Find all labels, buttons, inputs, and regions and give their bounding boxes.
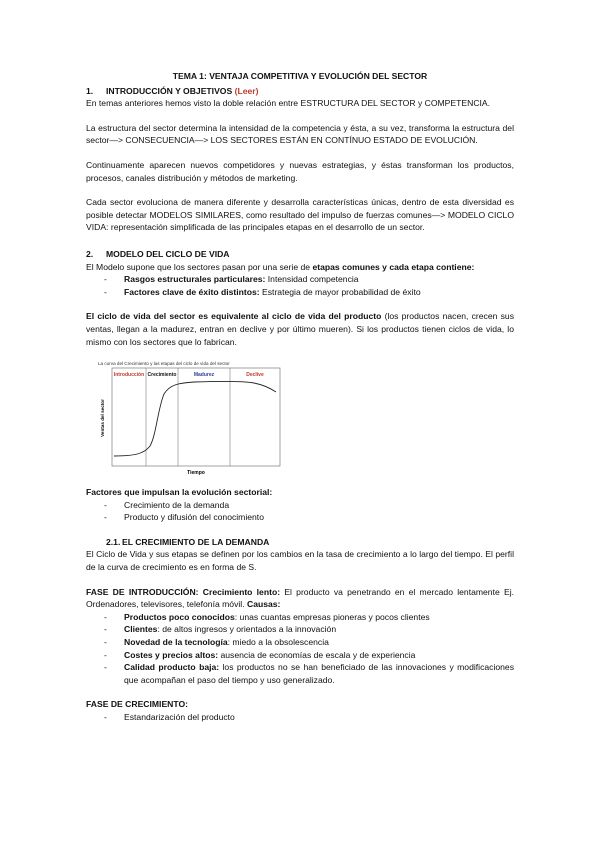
list-item: - Costes y precios altos: ausencia de economías de escala y de experiencia	[104, 649, 416, 660]
text-run: Intensidad competencia	[265, 274, 359, 285]
list-item: - Factores clave de éxito distintos: Estrategia de mayor probabilidad de éxito	[104, 286, 421, 297]
x-axis-label: Tiempo	[187, 470, 205, 477]
text-run: : unas cuantas empresas pioneras y pocos clientes	[234, 611, 430, 622]
text-run: : de altos ingresos y orientados a la innovación	[157, 624, 337, 635]
text-run: Producto y difusión del conocimiento	[124, 512, 264, 523]
y-axis-label: Ventas del sector	[100, 399, 105, 437]
list-item: - Clientes: de altos ingresos y orientados a la innovación	[104, 624, 337, 635]
list-item: - Estandarización del producto	[104, 712, 235, 722]
list-item: - Novedad de la tecnología: miedo a la obsolescencia	[104, 637, 329, 648]
bold-run: Clientes	[124, 624, 158, 635]
bullet-list	[86, 611, 514, 687]
paragraph: En temas anteriores hemos visto la doble relación entre ESTRUCTURA DEL SECTOR y COMPETENCIA.	[86, 98, 491, 109]
bold-run: FASE DE CRECIMIENTO:	[86, 699, 189, 710]
paragraph: Cada sector evoluciona de manera diferente y desarrolla características únicas, dentro de esta diversidad es posible detectar MODELOS SIMILARES, como resultado del impulso de fuerzas comunes—> MODELO CICLO VIDA: representación simplificada de las principales etapas en el desarrollo de un sector.	[86, 197, 514, 233]
text-run: : miedo a la obsolescencia	[227, 637, 329, 648]
text-run: Crecimiento de la demanda	[124, 499, 230, 510]
paragraph: El Ciclo de Vida y sus etapas se definen por los cambios en la tasa de crecimiento a lo largo del tiempo. El perfil de la curva de crecimiento es en forma de S.	[86, 549, 514, 573]
bold-run: Novedad de la tecnología	[124, 637, 228, 648]
paragraph	[86, 486, 514, 499]
text-run: El producto va penetrando en el mercado lentamente Ej. Ordenadores, televisores, telefonía móvil.	[86, 586, 515, 610]
paragraph: La estructura del sector determina la intensidad de la competencia y ésta, a su vez, transforma la estructura del sector—> CONSECUENCIA—> LOS SECTORES ESTÁN EN CONTÍNUO ESTADO DE EVOLUCIÓN.	[86, 122, 514, 146]
paragraph	[86, 586, 514, 611]
bold-run: Causas:	[246, 599, 281, 610]
bold-run: etapas comunes y cada etapa contiene:	[312, 261, 475, 272]
chart-title: La curva del Crecimiento y las etapas del ciclo de vida del sector	[98, 361, 230, 367]
section-number: 2.	[86, 248, 94, 259]
subsection-heading	[86, 536, 514, 549]
text-run: los productos no se han beneficiado de las innovaciones y modificaciones que acompañan el paso del tiempo y uso generalizado.	[124, 662, 514, 685]
bullet-list	[86, 499, 514, 524]
section-title: MODELO DEL CICLO DE VIDA	[106, 248, 230, 259]
paragraph	[86, 310, 514, 348]
bullet-list	[86, 273, 514, 298]
stage-label: Madurez	[193, 372, 215, 379]
section-number: 1.	[86, 85, 94, 96]
subsection-number: 2.1.	[106, 536, 121, 547]
list-item: - Rasgos estructurales particulares: Intensidad competencia	[104, 274, 359, 285]
chart-svg	[94, 358, 284, 476]
text-run: ausencia de economías de escala y de experiencia	[218, 649, 416, 660]
bold-run: Rasgos estructurales particulares:	[124, 274, 266, 285]
bold-run: Costes y precios altos:	[124, 649, 219, 660]
paragraph	[86, 261, 514, 274]
text-run: El Modelo supone que los sectores pasan por una serie de	[86, 261, 313, 272]
list-item: - Calidad producto baja: los productos no se han beneficiado de las innovaciones y modificaciones que acompañan el paso del tiempo y uso generalizado.	[104, 662, 514, 685]
paragraph: Continuamente aparecen nuevos competidores y nuevas estrategias, y éstas transforman los productos, procesos, canales distribución y métodos de marketing.	[86, 159, 514, 183]
life-cycle-chart	[94, 358, 284, 476]
list-item: - Productos poco conocidos: unas cuantas empresas pioneras y pocos clientes	[104, 611, 430, 622]
stage-label: Crecimiento	[147, 372, 177, 379]
bold-run: El ciclo de vida del sector es equivalente al ciclo de vida del producto	[86, 311, 382, 322]
document-page	[86, 70, 514, 724]
section-heading	[86, 248, 514, 261]
read-note: (Leer)	[234, 85, 259, 96]
bold-run: Factores que impulsan la evolución sectorial:	[86, 487, 273, 498]
bold-run: Factores clave de éxito distintos:	[124, 286, 260, 297]
stage-label: Declive	[246, 372, 264, 379]
bold-run: Productos poco conocidos	[124, 611, 235, 622]
section-heading	[86, 85, 514, 98]
bullet-list	[86, 711, 514, 724]
list-item: - Crecimiento de la demanda	[104, 499, 230, 510]
paragraph	[86, 698, 514, 711]
bold-run: Calidad producto baja:	[124, 662, 220, 673]
text-run: Estrategia de mayor probabilidad de éxito	[259, 286, 421, 297]
page-title: TEMA 1: VENTAJA COMPETITIVA Y EVOLUCIÓN DEL SECTOR	[172, 71, 428, 81]
bold-run: FASE DE INTRODUCCIÓN: Crecimiento lento:	[86, 586, 281, 597]
section-title: INTRODUCCIÓN Y OBJETIVOS	[106, 85, 235, 96]
list-item: - Producto y difusión del conocimiento	[104, 512, 264, 523]
subsection-title: EL CRECIMIENTO DE LA DEMANDA	[122, 536, 270, 547]
stage-label: Introducción	[113, 372, 145, 379]
text-run: (los productos nacen, crecen sus ventas, llegan a la madurez, entran en declive y por último mueren). Si los productos tienen ciclos de vida, lo mismo con los sectores que lo fabrican.	[86, 311, 514, 347]
text-run: Estandarización del producto	[124, 712, 235, 722]
plot-frame	[112, 368, 280, 466]
